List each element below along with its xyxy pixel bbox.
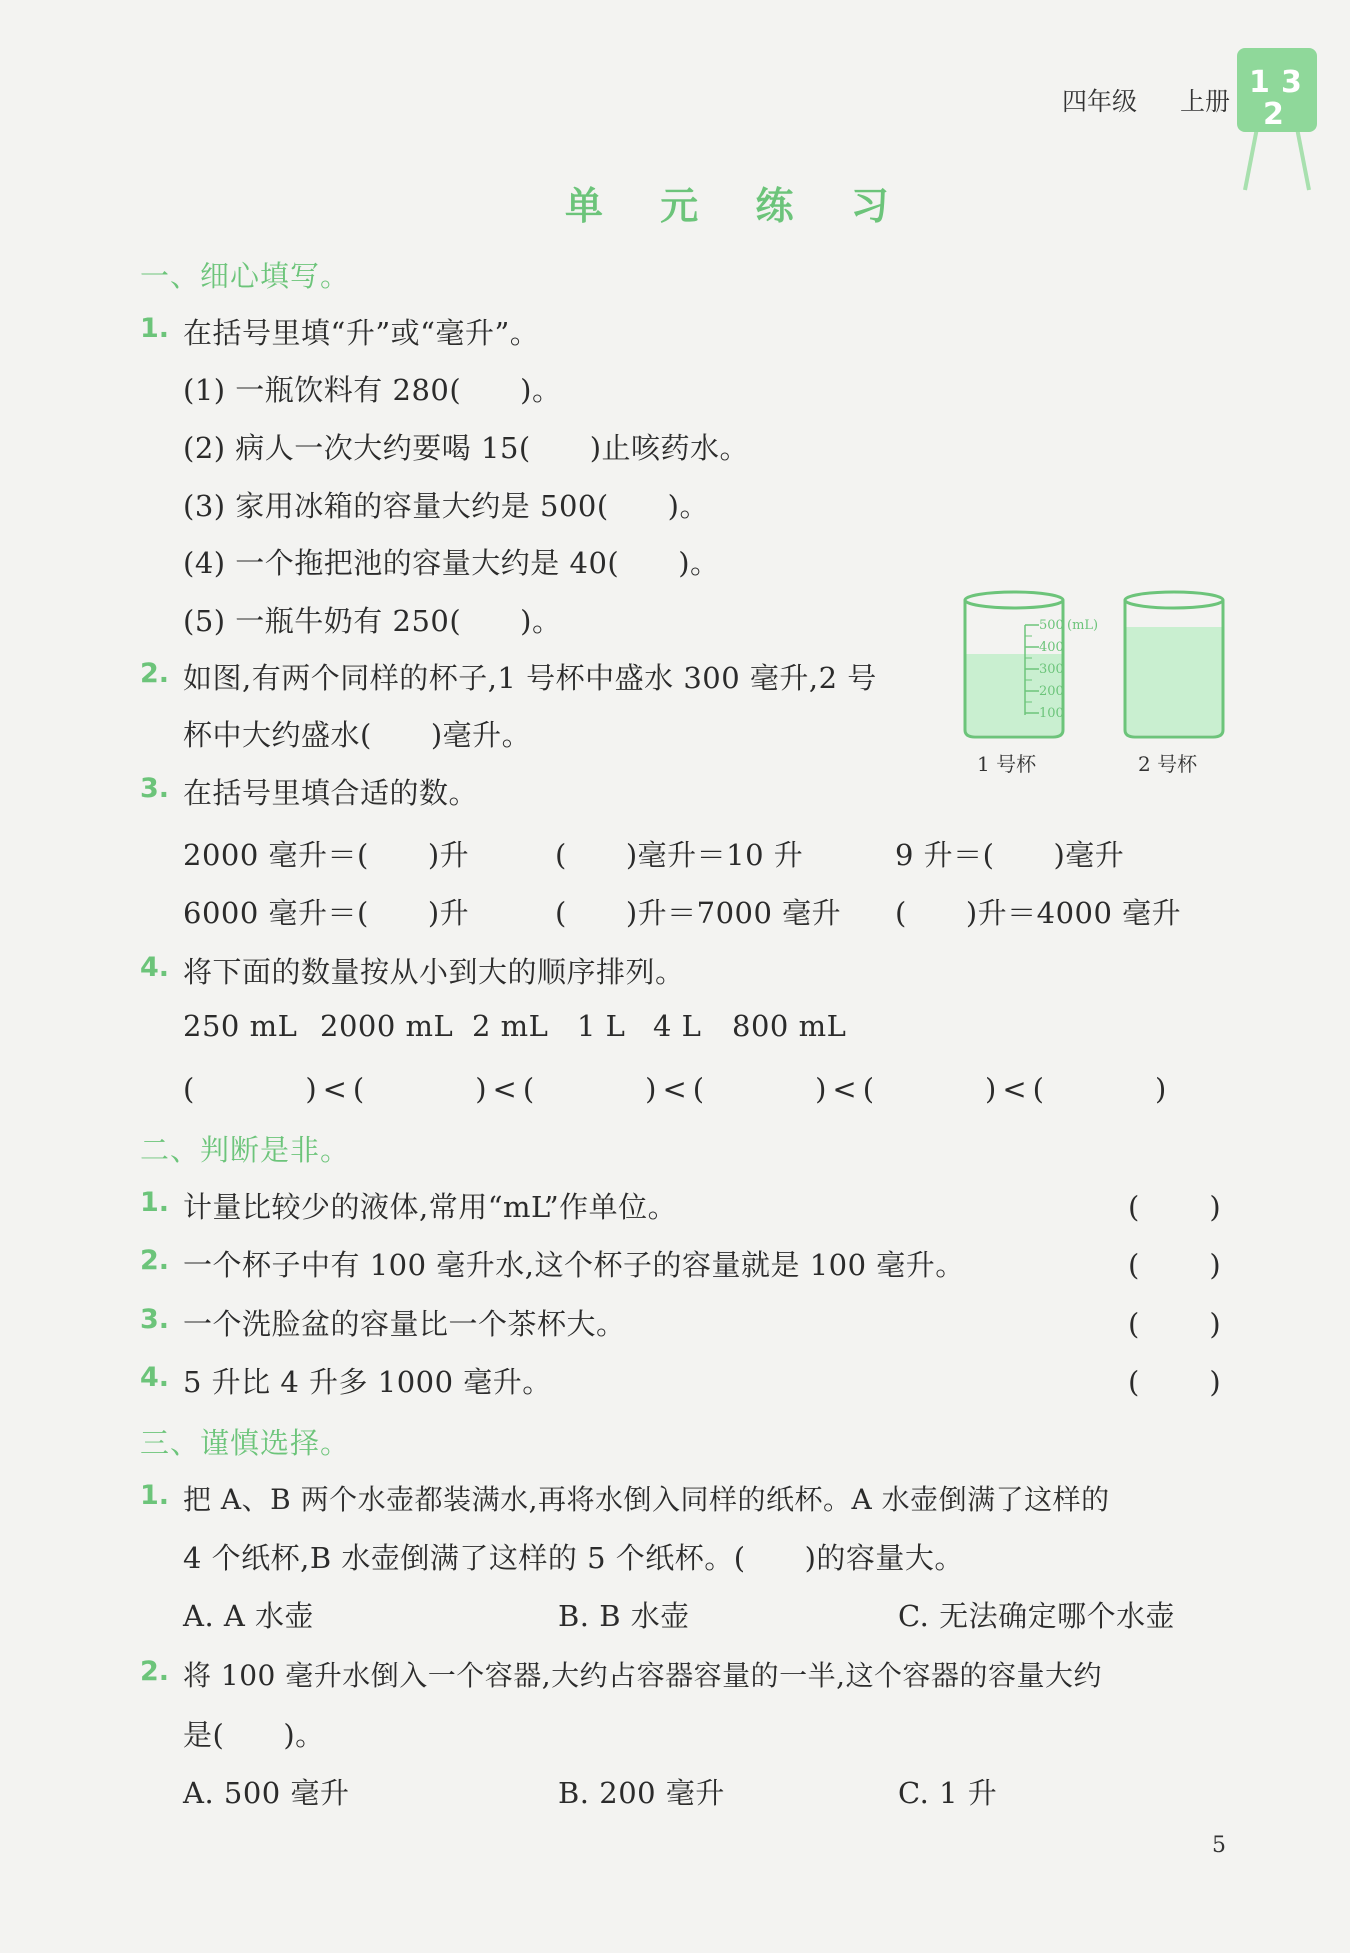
q4-quantity-1: 250 mL <box>183 1009 298 1043</box>
q4-text: 将下面的数量按从小到大的顺序排列。 <box>183 955 685 989</box>
q2-line-1: 如图,有两个同样的杯子,1 号杯中盛水 300 毫升,2 号 <box>183 661 877 695</box>
scale-500: 500 <box>1039 618 1064 633</box>
section-2-heading: 二、判断是非。 <box>140 1133 351 1167</box>
tf1-blank[interactable]: ( ) <box>1128 1190 1225 1224</box>
q3-eq-4[interactable]: 6000 毫升＝( )升 <box>183 896 470 930</box>
cups-figure <box>955 585 1235 785</box>
logo-digit-2: 2 <box>1263 97 1284 132</box>
q1-item-4[interactable]: (4) 一个拖把池的容量大约是 40( )。 <box>183 546 720 580</box>
tf2-text: 一个杯子中有 100 毫升水,这个杯子的容量就是 100 毫升。 <box>183 1248 965 1282</box>
tf2-number: 2. <box>140 1245 170 1276</box>
q4-quantity-2: 2000 mL <box>320 1009 454 1043</box>
cup-2-label: 2 号杯 <box>1138 752 1198 776</box>
q3-eq-2[interactable]: ( )毫升＝10 升 <box>555 838 804 872</box>
tf3-text: 一个洗脸盆的容量比一个茶杯大。 <box>183 1307 626 1341</box>
mc1-line-1: 把 A、B 两个水壶都装满水,再将水倒入同样的纸杯。A 水壶倒满了这样的 <box>183 1483 1110 1516</box>
q1-item-2[interactable]: (2) 病人一次大约要喝 15( )止咳药水。 <box>183 431 750 465</box>
q4-quantity-4: 1 L <box>577 1009 626 1043</box>
tf3-number: 3. <box>140 1304 170 1335</box>
mc1-option-a[interactable]: A. A 水壶 <box>183 1599 315 1633</box>
mc2-line-2[interactable]: 是( )。 <box>183 1718 325 1752</box>
q2-number: 2. <box>140 658 170 689</box>
blackboard-logo-icon <box>1235 40 1325 200</box>
logo-digit-1: 1 <box>1249 65 1270 100</box>
q1-item-1[interactable]: (1) 一瓶饮料有 280( )。 <box>183 373 562 407</box>
mc2-option-a[interactable]: A. 500 毫升 <box>183 1776 350 1810</box>
mc2-option-b[interactable]: B. 200 毫升 <box>558 1776 725 1810</box>
q3-number: 3. <box>140 773 170 804</box>
q4-quantity-5: 4 L <box>653 1009 702 1043</box>
cup-2-icon <box>1125 592 1223 737</box>
tf4-text: 5 升比 4 升多 1000 毫升。 <box>183 1365 552 1399</box>
q4-number: 4. <box>140 952 170 983</box>
cup-1-label: 1 号杯 <box>977 752 1037 776</box>
scale-100: 100 <box>1039 706 1064 721</box>
q1-item-5[interactable]: (5) 一瓶牛奶有 250( )。 <box>183 604 562 638</box>
section-3-heading: 三、谨慎选择。 <box>140 1426 351 1460</box>
tf2-blank[interactable]: ( ) <box>1128 1248 1225 1282</box>
q3-text: 在括号里填合适的数。 <box>183 776 479 810</box>
section-1-heading: 一、细心填写。 <box>140 259 351 293</box>
mc2-option-c[interactable]: C. 1 升 <box>898 1776 998 1810</box>
q3-eq-1[interactable]: 2000 毫升＝( )升 <box>183 838 470 872</box>
q3-eq-3[interactable]: 9 升＝( )毫升 <box>895 838 1125 872</box>
q4-quantity-3: 2 mL <box>472 1009 549 1043</box>
tf4-number: 4. <box>140 1362 170 1393</box>
q2-line-2[interactable]: 杯中大约盛水( )毫升。 <box>183 718 532 752</box>
tf4-blank[interactable]: ( ) <box>1128 1365 1225 1399</box>
mc1-number: 1. <box>140 1480 170 1511</box>
mc2-number: 2. <box>140 1656 170 1687</box>
scale-400: 400 <box>1039 640 1064 655</box>
scale-200: 200 <box>1039 684 1064 699</box>
q3-eq-5[interactable]: ( )升＝7000 毫升 <box>555 896 842 930</box>
mc1-line-2[interactable]: 4 个纸杯,B 水壶倒满了这样的 5 个纸杯。( )的容量大。 <box>183 1541 964 1575</box>
scale-300: 300 <box>1039 662 1064 677</box>
q3-eq-6[interactable]: ( )升＝4000 毫升 <box>895 896 1182 930</box>
grade-label: 四年级 <box>1062 87 1138 116</box>
mc2-line-1: 将 100 毫升水倒入一个容器,大约占容器容量的一半,这个容器的容量大约 <box>183 1659 1103 1692</box>
scale-unit: (mL) <box>1067 618 1099 633</box>
volume-label: 上册 <box>1180 87 1231 116</box>
logo-digit-3: 3 <box>1281 65 1302 100</box>
q4-quantity-6: 800 mL <box>732 1009 847 1043</box>
q1-text: 在括号里填“升”或“毫升”。 <box>183 316 540 350</box>
page-number: 5 <box>1212 1833 1226 1858</box>
mc1-option-c[interactable]: C. 无法确定哪个水壶 <box>898 1599 1176 1633</box>
tf1-text: 计量比较少的液体,常用“mL”作单位。 <box>183 1190 678 1224</box>
q1-number: 1. <box>140 313 170 344</box>
q1-item-3[interactable]: (3) 家用冰箱的容量大约是 500( )。 <box>183 489 709 523</box>
page-title: 单 元 练 习 <box>565 184 911 228</box>
tf3-blank[interactable]: ( ) <box>1128 1307 1225 1341</box>
mc1-option-b[interactable]: B. B 水壶 <box>558 1599 690 1633</box>
q4-answer-line[interactable]: ( )<( )<( )<( )<( )<( ) <box>183 1072 1173 1106</box>
tf1-number: 1. <box>140 1187 170 1218</box>
